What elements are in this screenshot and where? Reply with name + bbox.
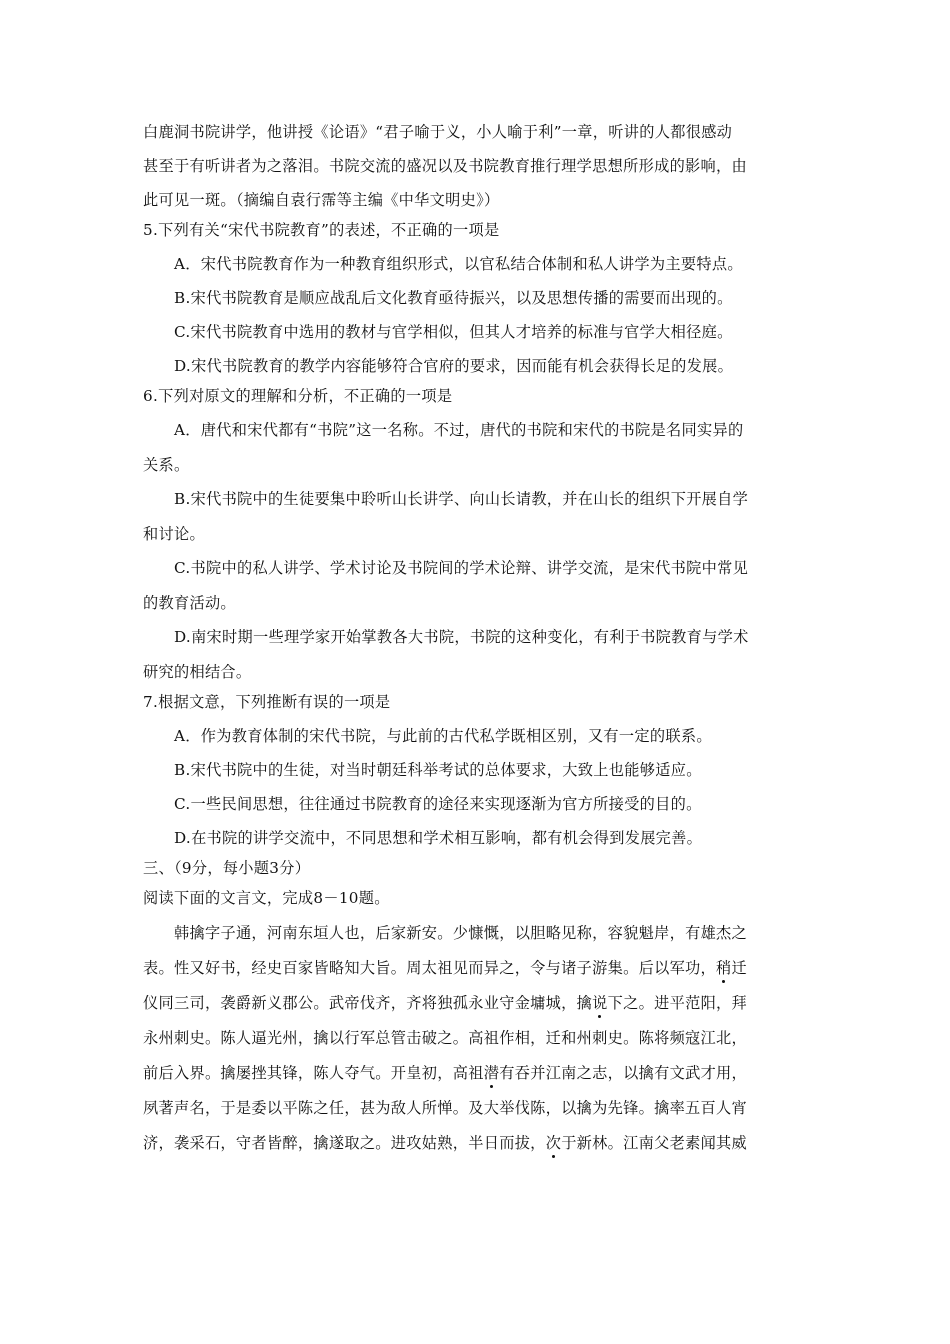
question-5-option-b: B.宋代书院教育是顺应战乱后文化教育亟待振兴，以及思想传播的需要而出现的。 bbox=[174, 289, 733, 307]
question-5-option-d: D.宋代书院教育的教学内容能够符合官府的要求，因而能有机会获得长足的发展。 bbox=[174, 357, 734, 375]
emphasis-dotted-char: 说 bbox=[592, 994, 608, 1012]
classical-text-segment: 前后入界。擒屡挫其锋，陈人夺气。开皇初，高祖 bbox=[143, 1064, 484, 1082]
passage-line: 此可见一斑。（摘编自袁行霈等主编《中华文明史》） bbox=[143, 191, 500, 209]
question-6-stem: 6.下列对原文的理解和分析，不正确的一项是 bbox=[143, 387, 453, 405]
question-7-option-d: D.在书院的讲学交流中，不同思想和学术相互影响，都有机会得到发展完善。 bbox=[174, 829, 703, 847]
question-5-stem: 5.下列有关“宋代书院教育”的表述，不正确的一项是 bbox=[143, 221, 500, 239]
classical-text-segment: 仪同三司，袭爵新义郡公。武帝伐齐，齐将独孤永业守金墉城，擒 bbox=[143, 994, 593, 1012]
classical-text-line: 夙著声名，于是委以平陈之任，甚为敌人所惮。及大举伐陈，以擒为先锋。擒率五百人宵 bbox=[143, 1099, 748, 1117]
classical-text-segment: 表。性又好书，经史百家皆略知大旨。周太祖见而异之，令与诸子游集。后以军功， bbox=[143, 959, 717, 977]
question-6-option-b-cont: 和讨论。 bbox=[143, 525, 205, 543]
question-6-option-c: C.书院中的私人讲学、学术讨论及书院间的学术论辩、讲学交流，是宋代书院中常见 bbox=[174, 559, 749, 577]
emphasis-dotted-char: 潜 bbox=[483, 1064, 500, 1082]
classical-text-line bbox=[143, 958, 808, 978]
section-3-instruction: 阅读下面的文言文，完成8－10题。 bbox=[143, 889, 390, 907]
question-6-option-b: B.宋代书院中的生徒要集中聆听山长讲学、向山长请教，并在山长的组织下开展自学 bbox=[174, 490, 749, 508]
question-6-option-c-cont: 的教育活动。 bbox=[143, 594, 236, 612]
question-6-option-d-cont: 研究的相结合。 bbox=[143, 663, 252, 681]
classical-text-line bbox=[143, 993, 808, 1013]
classical-text-line bbox=[143, 1133, 808, 1153]
question-7-option-a: A．作为教育体制的宋代书院，与此前的古代私学既相区别，又有一定的联系。 bbox=[174, 727, 712, 745]
classical-text-segment: 济，袭采石，守者皆醉，擒遂取之。进攻姑熟，半日而拔， bbox=[143, 1134, 546, 1152]
passage-line: 白鹿洞书院讲学，他讲授《论语》“君子喻于义，小人喻于利”一章，听讲的人都很感动 bbox=[143, 123, 733, 141]
question-5-option-c: C.宋代书院教育中选用的教材与官学相似，但其人才培养的标准与官学大相径庭。 bbox=[174, 323, 733, 341]
question-6-option-a-cont: 关系。 bbox=[143, 456, 190, 474]
question-7-stem: 7.根据文意，下列推断有误的一项是 bbox=[143, 693, 391, 711]
document-body bbox=[143, 122, 808, 1153]
classical-text-line: 永州刺史。陈人逼光州，擒以行军总管击破之。高祖作相，迁和州刺史。陈将频寇江北， bbox=[143, 1029, 748, 1047]
emphasis-dotted-char: 次 bbox=[545, 1134, 562, 1152]
section-3-heading: 三、（9分，每小题3分） bbox=[143, 859, 311, 877]
question-7-option-c: C.一些民间思想，往往通过书院教育的途径来实现逐渐为官方所接受的目的。 bbox=[174, 795, 702, 813]
classical-text-segment: 有吞并江南之志，以擒有文武才用， bbox=[499, 1064, 748, 1082]
question-6-option-a: A．唐代和宋代都有“书院”这一名称。不过，唐代的书院和宋代的书院是名同实异的 bbox=[174, 421, 744, 439]
question-6-option-d: D.南宋时期一些理学家开始掌教各大书院，书院的这种变化，有利于书院教育与学术 bbox=[174, 628, 749, 646]
question-5-option-a: A．宋代书院教育作为一种教育组织形式，以官私结合体制和私人讲学为主要特点。 bbox=[174, 255, 743, 273]
classical-text-segment: 下之。进平范阳，拜 bbox=[607, 994, 748, 1012]
emphasis-dotted-char: 稍 bbox=[716, 959, 732, 977]
question-7-option-b: B.宋代书院中的生徒，对当时朝廷科举考试的总体要求，大致上也能够适应。 bbox=[174, 761, 702, 779]
classical-text-line bbox=[143, 1063, 808, 1083]
classical-text-segment: 于新林。江南父老素闻其威 bbox=[561, 1134, 748, 1152]
classical-text-line: 韩擒字子通，河南东垣人也，后家新安。少慷慨，以胆略见称，容貌魁岸，有雄杰之 bbox=[174, 924, 748, 942]
classical-text-segment: 迁 bbox=[731, 959, 748, 977]
passage-line: 甚至于有听讲者为之落泪。书院交流的盛况以及书院教育推行理学思想所形成的影响，由 bbox=[143, 157, 748, 175]
